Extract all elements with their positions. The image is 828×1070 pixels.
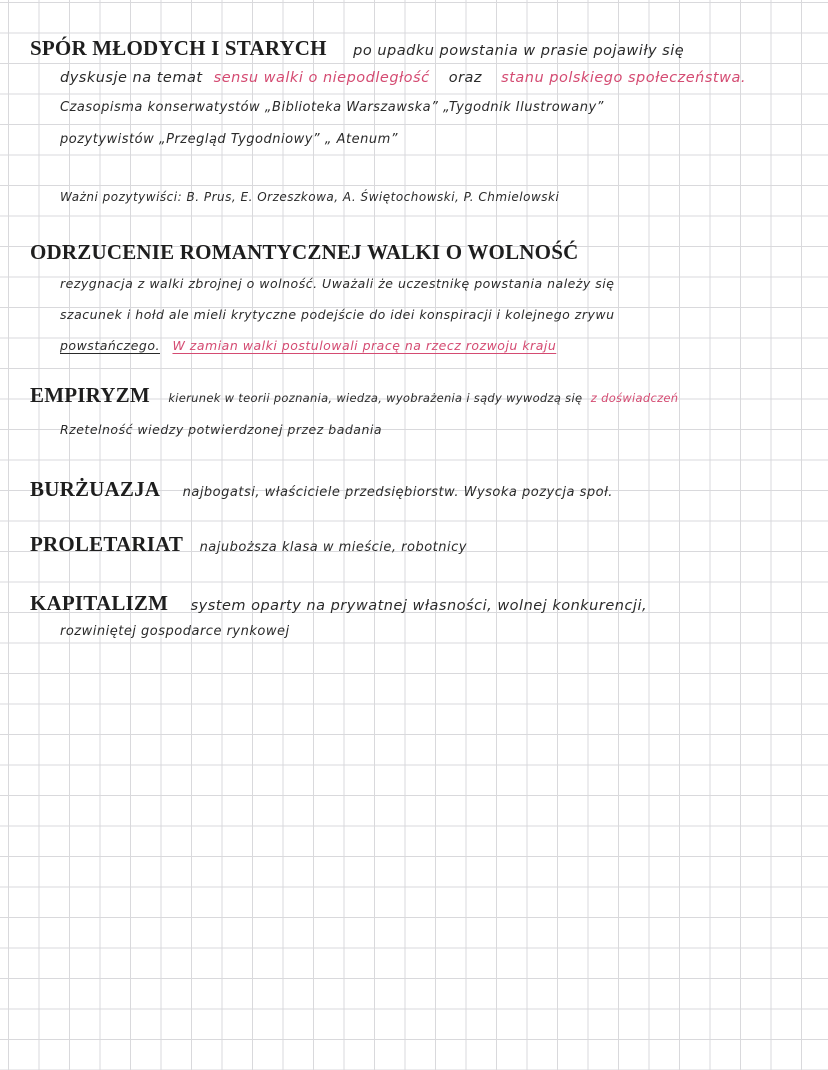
note-text: szacunek i hołd ale mieli krytyczne podejście do idei konspiracji i kolejnego zrywu xyxy=(60,307,615,322)
note-highlight: W zamian walki postulowali pracę na rzecz rozwoju kraju xyxy=(172,338,557,353)
note-text: system oparty na prywatnej własności, wolnej konkurencji, xyxy=(190,598,648,614)
heading-burzuazja: BURŻUAZJA xyxy=(30,477,161,501)
heading-proletariat: PROLETARIAT xyxy=(30,532,184,556)
note-text: najuboższa klasa w mieście, robotnicy xyxy=(199,540,467,555)
heading-odrzucenie: ODRZUCENIE ROMANTYCZNEJ WALKI O WOLNOŚĆ xyxy=(30,240,579,264)
note-text: powstańczego. xyxy=(60,338,160,353)
note-text: Ważni pozytywiści: B. Prus, E. Orzeszkowa, A. Świętochowski, P. Chmielowski xyxy=(60,190,560,204)
note-text: dyskusje na temat xyxy=(60,70,203,86)
note-text: rezygnacja z walki zbrojnej o wolność. Uważali że uczestnikę powstania należy się xyxy=(60,276,615,291)
note-text: rozwiniętej gospodarce rynkowej xyxy=(60,624,290,639)
note-text: najbogatsi, właściciele przedsiębiorstw. Wysoka pozycja społ. xyxy=(182,485,613,500)
note-text: pozytywistów „Przegląd Tygodniowy” „ Atenum” xyxy=(60,132,398,147)
note-text: oraz xyxy=(448,70,483,86)
heading-empiryzm: EMPIRYZM xyxy=(30,383,150,407)
heading-spor: SPÓR MŁODYCH I STARYCH xyxy=(30,36,327,60)
note-text: Rzetelność wiedzy potwierdzonej przez badania xyxy=(60,422,382,437)
note-highlight: z doświadczeń xyxy=(590,391,679,405)
note-text: po upadku powstania w prasie pojawiły się xyxy=(353,43,685,59)
note-text: kierunek w teorii poznania, wiedza, wyobrażenia i sądy wywodzą się xyxy=(168,391,583,405)
note-text: Czasopisma konserwatystów „Biblioteka Warszawska” „Tygodnik Ilustrowany” xyxy=(60,100,604,115)
note-highlight: sensu walki o niepodległość xyxy=(213,70,430,86)
heading-kapitalizm: KAPITALIZM xyxy=(30,591,169,615)
note-highlight: stanu polskiego społeczeństwa. xyxy=(501,70,746,86)
